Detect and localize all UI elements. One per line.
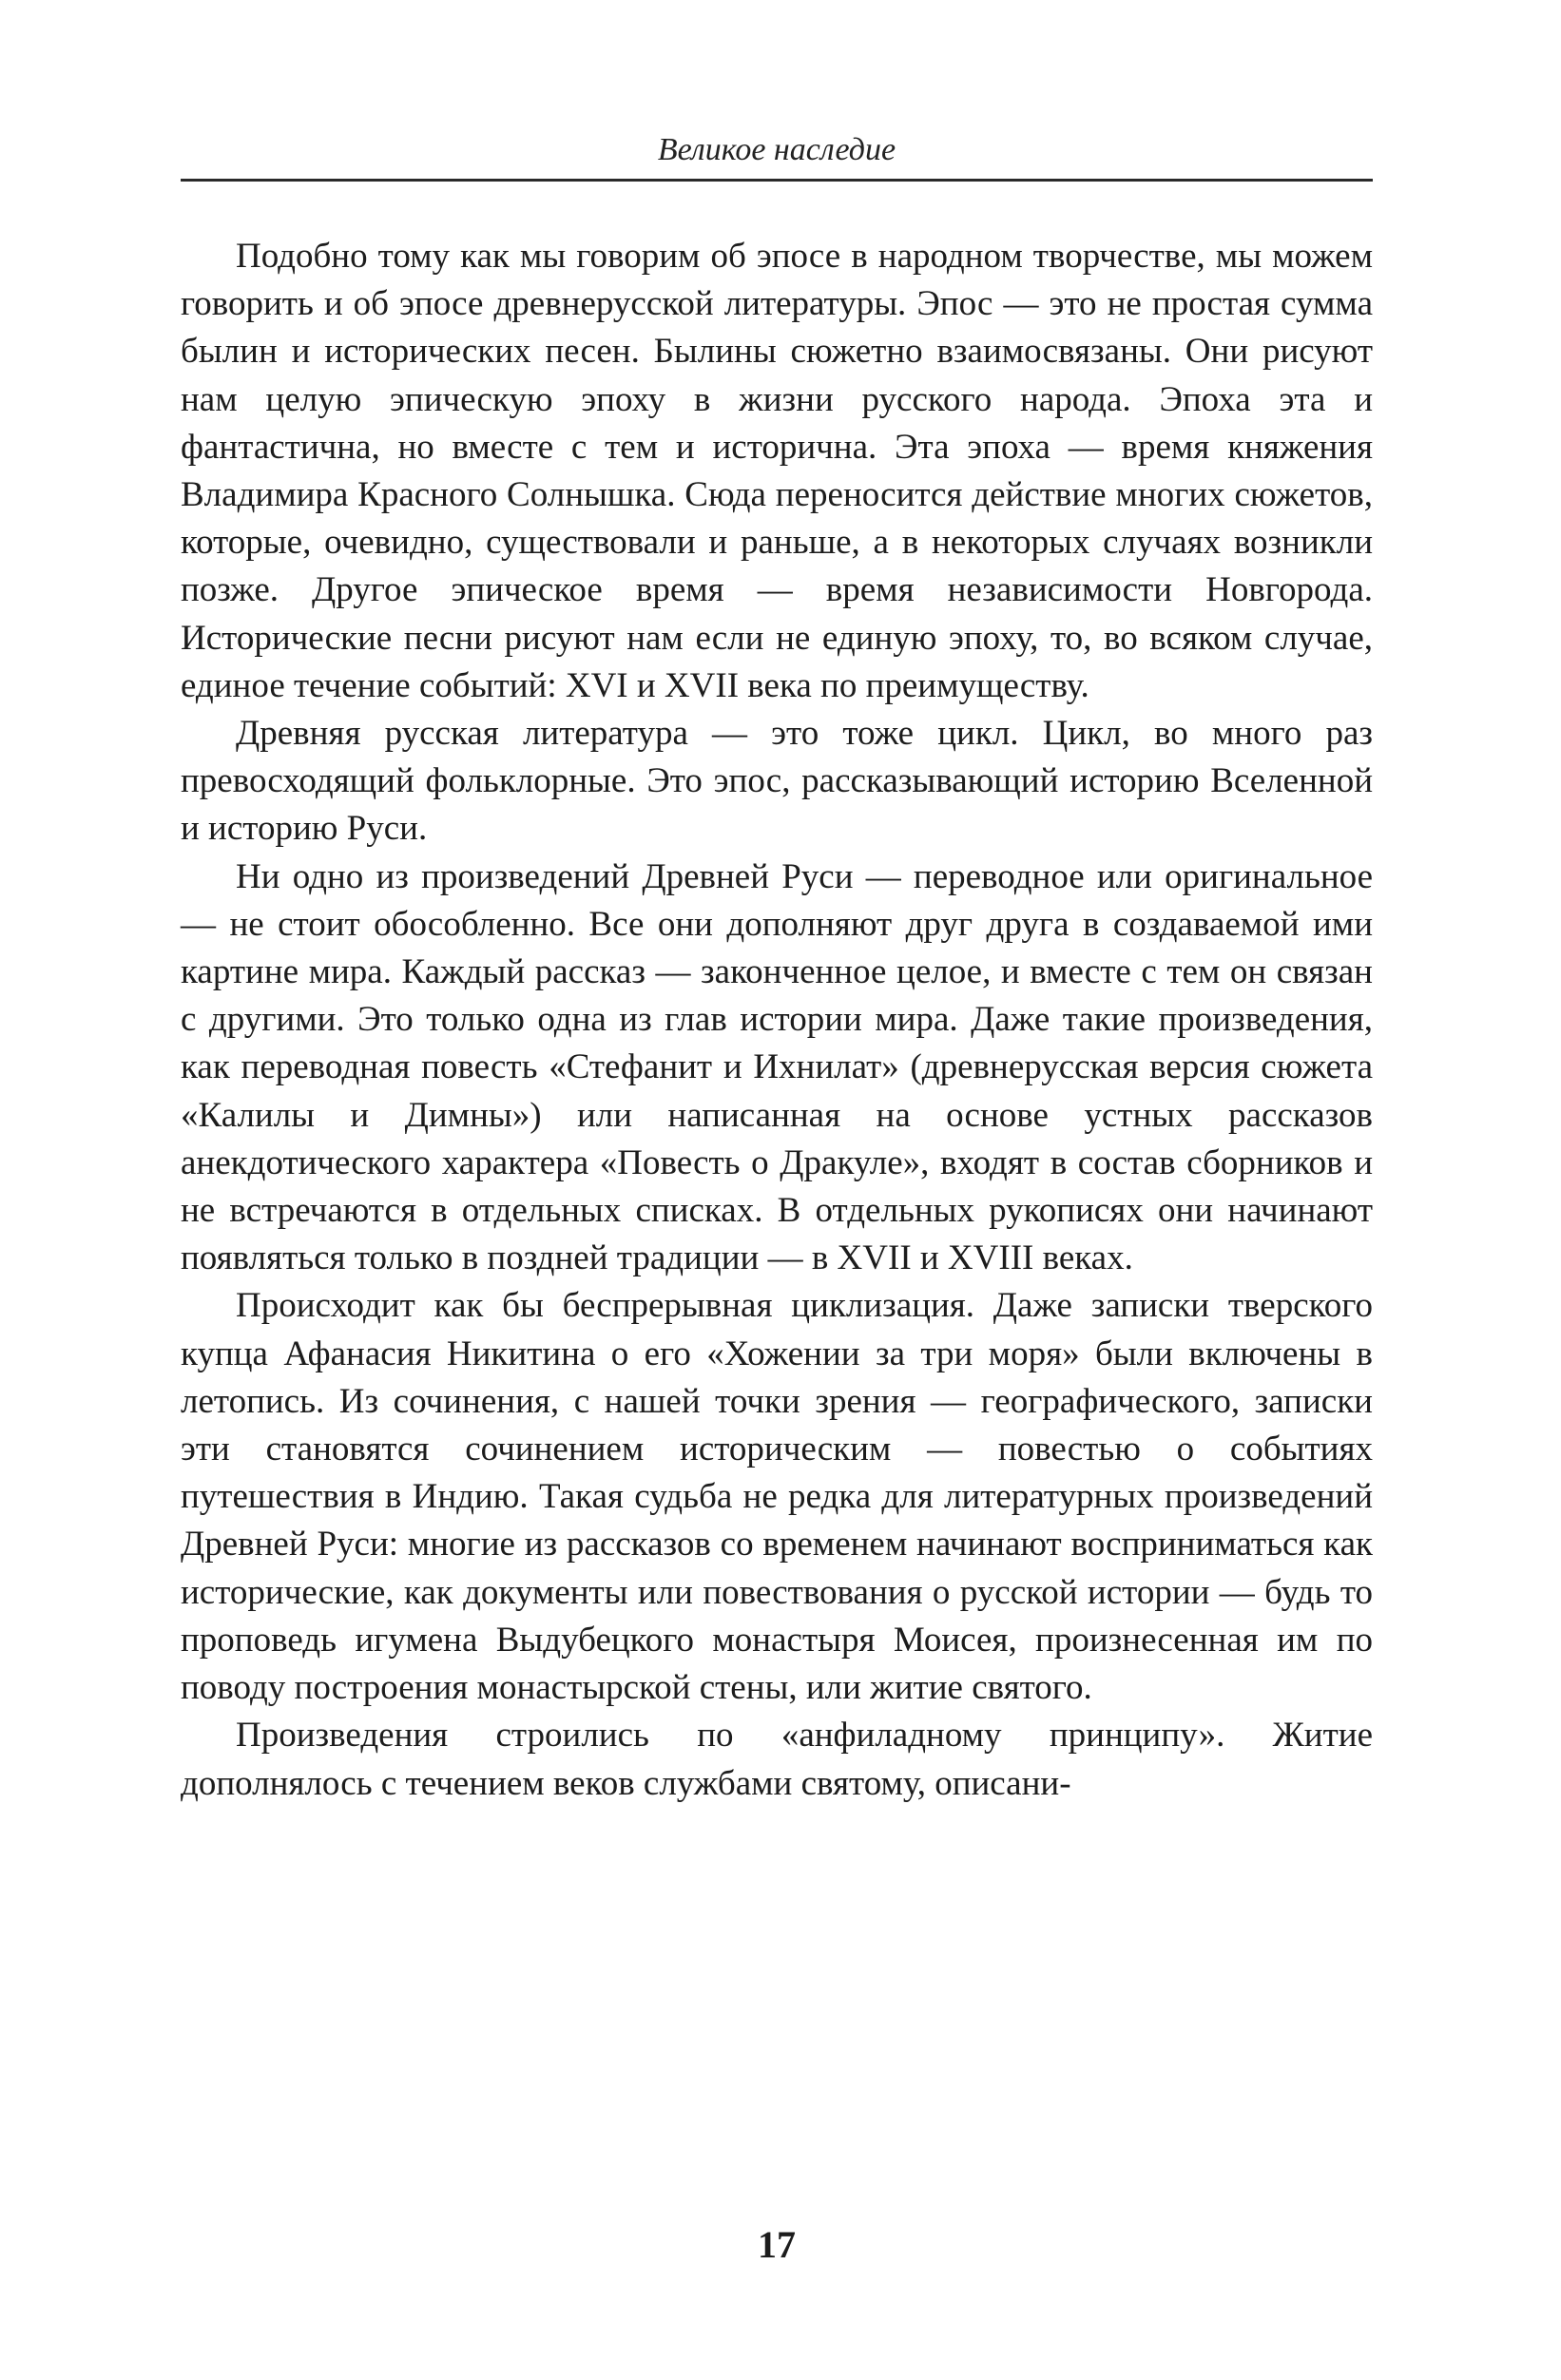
running-head: Великое наследие	[657, 132, 896, 167]
body-text	[181, 233, 1373, 1808]
paragraph: Подобно тому как мы говорим об эпосе в народном творчестве, мы можем говорить и об эпосе древнерусской литературы. Эпос — это не простая сумма былин и исторических песен. Былины сюжетно взаимосвязаны. Они рисуют нам целую эпическую эпоху в жизни русского народа. Эпоха эта и фантастична, но вместе с тем и исторична. Эта эпоха — время княжения Владимира Красного Солнышка. Сюда переносится действие многих сюжетов, которые, очевидно, существовали и раньше, а в некоторых случаях возникли позже. Другое эпическое время — время независимости Новгорода. Исторические песни рисуют нам если не единую эпоху, то, во всяком случае, единое течение событий: XVI и XVII века по преимуществу.	[181, 237, 1373, 705]
paragraph: Древняя русская литература — это тоже цикл. Цикл, во много раз превосходящий фольклорные. Это эпос, рассказывающий историю Вселенной и историю Руси.	[181, 714, 1373, 849]
header-rule	[181, 179, 1373, 182]
paragraph: Происходит как бы беспрерывная циклизация. Даже записки тверского купца Афанасия Никитина о его «Хожении за три моря» были включены в летопись. Из сочинения, с нашей точки зрения — географического, записки эти становятся сочинением историческим — повестью о событиях путешествия в Индию. Такая судьба не редка для литературных произведений Древней Руси: многие из рассказов со временем начинают восприниматься как исторические, как документы или повествования о русской истории — будь то проповедь игумена Выдубецкого монастыря Моисея, произнесенная им по поводу построения монастырской стены, или житие святого.	[181, 1286, 1373, 1708]
paragraph: Ни одно из произведений Древней Руси — переводное или оригинальное — не стоит обособленно. Все они дополняют друг друга в создаваемой ими картине мира. Каждый рассказ — законченное целое, и вместе с тем он связан с другими. Это только одна из глав истории мира. Даже такие произведения, как переводная повесть «Стефанит и Ихнилат» (древнерусская версия сюжета «Калилы и Димны») или написанная на основе устных рассказов анекдотического характера «Повесть о Дракуле», входят в состав сборников и не встречаются в отдельных списках. В отдельных рукописях они начинают появляться только в поздней традиции — в XVII и XVIII веках.	[181, 856, 1373, 1278]
paragraph: Произведения строились по «анфиладному принципу». Житие дополнялось с течением веков службами святому, описани-	[181, 1716, 1373, 1803]
page-number: 17	[758, 2223, 796, 2266]
book-page	[181, 114, 1373, 2266]
